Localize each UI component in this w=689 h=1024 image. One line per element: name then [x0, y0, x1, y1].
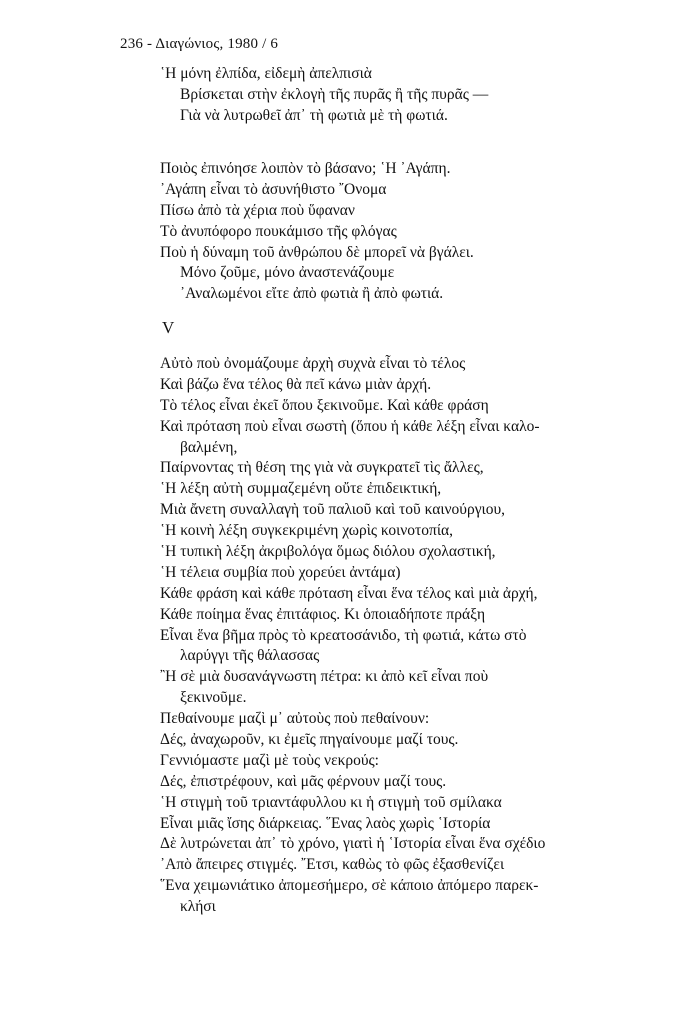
poem-line: βαλμένη,: [180, 438, 238, 456]
poem-line: ῍Η σὲ μιὰ δυσανάγνωστη πέτρα: κι ἀπὸ κεῖ εἶναι ποὺ: [160, 668, 489, 686]
poem-line: Δές, ἐπιστρέφουν, καὶ μᾶς φέρνουν μαζί τους.: [160, 772, 447, 790]
poem-line: Τὸ τέλος εἶναι ἐκεῖ ὅπου ξεκινοῦμε. Καὶ κάθε φράση: [160, 396, 489, 414]
stanza-1: [160, 64, 660, 127]
poem-line: Γιὰ νὰ λυτρωθεῖ ἀπ᾽ τὴ φωτιὰ μὲ τὴ φωτιά.: [180, 106, 448, 124]
poem-line: Τὸ ἀνυπόφορο πουκάμισο τῆς φλόγας: [160, 222, 397, 240]
poem-line: Γεννιόμαστε μαζὶ μὲ τοὺς νεκρούς:: [160, 751, 379, 769]
poem-line: Μόνο ζοῦμε, μόνο ἀναστενάζουμε: [180, 264, 395, 282]
poem-line: Παίρνοντας τὴ θέση της γιὰ νὰ συγκρατεῖ τὶς ἄλλες,: [160, 459, 484, 477]
poem-line: κλήσι: [180, 898, 216, 916]
poem-line: Δές, ἀναχωροῦν, κι ἐμεῖς πηγαίνουμε μαζί τους.: [160, 731, 459, 749]
poem-line: Αὐτὸ ποὺ ὀνομάζουμε ἀρχὴ συχνὰ εἶναι τὸ τέλος: [160, 355, 466, 372]
poem-line: ῾Η κοινὴ λέξη συγκεκριμένη χωρὶς κοινοτοπία,: [160, 522, 454, 540]
stanza-3: [160, 354, 660, 918]
poem-line: Κάθε φράση καὶ κάθε πρόταση εἶναι ἕνα τέλος καὶ μιὰ ἀρχή,: [160, 584, 538, 602]
poem-line: Κάθε ποίημα ἕνας ἐπιτάφιος. Κι ὁποιαδήποτε πράξη: [160, 605, 486, 623]
poem-line: ᾿Απὸ ἄπειρες στιγμές. ῎Ετσι, καθὼς τὸ φῶς ἐξασθενίζει: [160, 856, 505, 874]
poem-line: Εἶναι ἕνα βῆμα πρὸς τὸ κρεατοσάνιδο, τὴ φωτιά, κάτω στὸ: [160, 626, 527, 644]
poem-line: λαρύγγι τῆς θάλασσας: [180, 647, 320, 665]
poem-line: Καὶ πρόταση ποὺ εἶναι σωστὴ (ὅπου ἡ κάθε λέξη εἶναι καλο-: [160, 417, 540, 435]
poem-line: ῾Η λέξη αὐτὴ συμμαζεμένη οὔτε ἐπιδεικτική,: [160, 480, 442, 498]
poem-line: Πεθαίνουμε μαζὶ μ᾽ αὐτοὺς ποὺ πεθαίνουν:: [160, 710, 430, 728]
poem-line: Δὲ λυτρώνεται ἀπ᾽ τὸ χρόνο, γιατὶ ἡ ῾Ιστορία εἶναι ἕνα σχέδιο: [160, 835, 546, 853]
poem-line: ῾Η στιγμὴ τοῦ τριαντάφυλλου κι ἡ στιγμὴ τοῦ σμίλακα: [160, 793, 502, 811]
section-numeral: V: [162, 318, 175, 337]
poem-line: Ποὺ ἡ δύναμη τοῦ ἀνθρώπου δὲ μπορεῖ νὰ βγάλει.: [160, 243, 474, 261]
poem-line: ᾿Αγάπη εἶναι τὸ ἀσυνήθιστο ῎Ονομα: [160, 180, 387, 198]
poem-line: ῾Η τέλεια συμβία ποὺ χορεύει ἀντάμα): [160, 563, 401, 581]
poem-line: Καὶ βάζω ἕνα τέλος θὰ πεῖ κάνω μιὰν ἀρχή.: [160, 375, 432, 393]
poem-line: Πίσω ἀπὸ τὰ χέρια ποὺ ὕφαναν: [160, 201, 355, 219]
poem-line: Εἶναι μιᾶς ἴσης διάρκειας. ῞Ενας λαὸς χωρὶς ῾Ιστορία: [160, 814, 491, 832]
stanza-2: [160, 159, 660, 305]
poem-line: ῾Η μόνη ἐλπίδα, εἰδεμὴ ἀπελπισιὰ: [160, 65, 372, 82]
poem-line: Βρίσκεται στὴν ἐκλογὴ τῆς πυρᾶς ἢ τῆς πυρᾶς —: [180, 85, 489, 103]
poem-line: Ποιὸς ἐπινόησε λοιπὸν τὸ βάσανο; ῾Η ᾿Αγάπη.: [160, 160, 451, 177]
running-head: 236 - Διαγώνιος, 1980 / 6: [120, 36, 279, 52]
poem-line: ᾿Αναλωμένοι εἴτε ἀπὸ φωτιὰ ἢ ἀπὸ φωτιά.: [180, 285, 444, 303]
poem-line: Μιὰ ἄνετη συναλλαγὴ τοῦ παλιοῦ καὶ τοῦ καινούργιου,: [160, 501, 506, 519]
poem-line: ξεκινοῦμε.: [180, 689, 247, 707]
poem-line: ῾Η τυπικὴ λέξη ἀκριβολόγα ὅμως διόλου σχολαστική,: [160, 543, 496, 561]
poem-line: ῞Ενα χειμωνιάτικο ἀπομεσήμερο, σὲ κάποιο ἀπόμερο παρεκ-: [160, 877, 539, 895]
